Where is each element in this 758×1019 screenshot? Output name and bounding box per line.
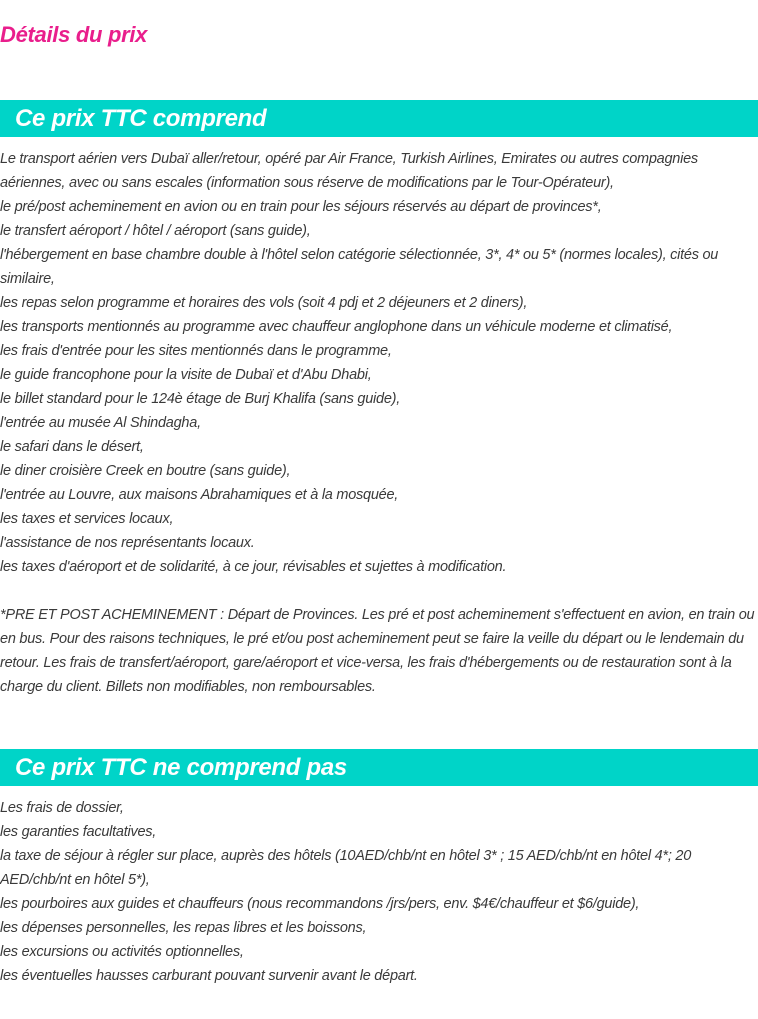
excludes-item: les excursions ou activités optionnelles, xyxy=(0,944,244,960)
includes-item: l'assistance de nos représentants locaux. xyxy=(0,535,255,551)
includes-item: les frais d'entrée pour les sites mentionnés dans le programme, xyxy=(0,343,392,359)
excludes-item: la taxe de séjour à régler sur place, auprès des hôtels (10AED/chb/nt en hôtel 3* ; 15 AED/chb/nt en hôtel 4*; 20 AED/chb/nt en hôtel 5*), xyxy=(0,848,692,888)
includes-item: les taxes d'aéroport et de solidarité, à ce jour, révisables et sujettes à modification. xyxy=(0,559,507,575)
excludes-item: les éventuelles hausses carburant pouvant survenir avant le départ. xyxy=(0,968,418,984)
excludes-item: les dépenses personnelles, les repas libres et les boissons, xyxy=(0,920,367,936)
includes-item: l'hébergement en base chambre double à l'hôtel selon catégorie sélectionnée, 3*, 4* ou 5* (normes locales), cités ou similaire, xyxy=(0,247,719,287)
includes-item: le transfert aéroport / hôtel / aéroport (sans guide), xyxy=(0,223,311,239)
includes-item: le safari dans le désert, xyxy=(0,439,144,455)
excludes-item: Les frais de dossier, xyxy=(0,800,124,816)
includes-item: le billet standard pour le 124è étage de Burj Khalifa (sans guide), xyxy=(0,391,400,407)
excludes-list xyxy=(0,796,758,988)
excludes-item: les garanties facultatives, xyxy=(0,824,157,840)
includes-item: le diner croisière Creek en boutre (sans guide), xyxy=(0,463,291,479)
includes-item: les repas selon programme et horaires des vols (soit 4 pdj et 2 déjeuners et 2 diners), xyxy=(0,295,528,311)
excludes-section-header: Ce prix TTC ne comprend pas xyxy=(0,749,758,786)
includes-item: l'entrée au Louvre, aux maisons Abrahamiques et à la mosquée, xyxy=(0,487,399,503)
page-title: Détails du prix xyxy=(0,22,148,47)
excludes-item: les pourboires aux guides et chauffeurs (nous recommandons /jrs/pers, env. $4€/chauffeur et $6/guide), xyxy=(0,896,640,912)
includes-item: Le transport aérien vers Dubaï aller/retour, opéré par Air France, Turkish Airlines, Emirates ou autres compagnies aériennes, avec ou sans escales (information sous réserve de modifications par le Tour-Opérateur), xyxy=(0,151,698,191)
pre-post-acheminement-note: *PRE ET POST ACHEMINEMENT : Départ de Provinces. Les pré et post acheminement s'effectuent en avion, en train ou en bus. Pour des raisons techniques, le pré et/ou post acheminement peut se faire la veille du départ ou le lendemain du retour. Les frais de transfert/aéroport, gare/aéroport et vice-versa, les frais d'hébergements ou de restauration sont à la charge du client. Billets non modifiables, non remboursables. xyxy=(0,607,755,695)
includes-section-header: Ce prix TTC comprend xyxy=(0,100,758,137)
includes-item: les taxes et services locaux, xyxy=(0,511,174,527)
includes-item: les transports mentionnés au programme avec chauffeur anglophone dans un véhicule moderne et climatisé, xyxy=(0,319,673,335)
includes-list xyxy=(0,147,758,579)
includes-item: le guide francophone pour la visite de Dubaï et d'Abu Dhabi, xyxy=(0,367,372,383)
includes-item: le pré/post acheminement en avion ou en train pour les séjours réservés au départ de provinces*, xyxy=(0,199,602,215)
includes-item: l'entrée au musée Al Shindagha, xyxy=(0,415,201,431)
